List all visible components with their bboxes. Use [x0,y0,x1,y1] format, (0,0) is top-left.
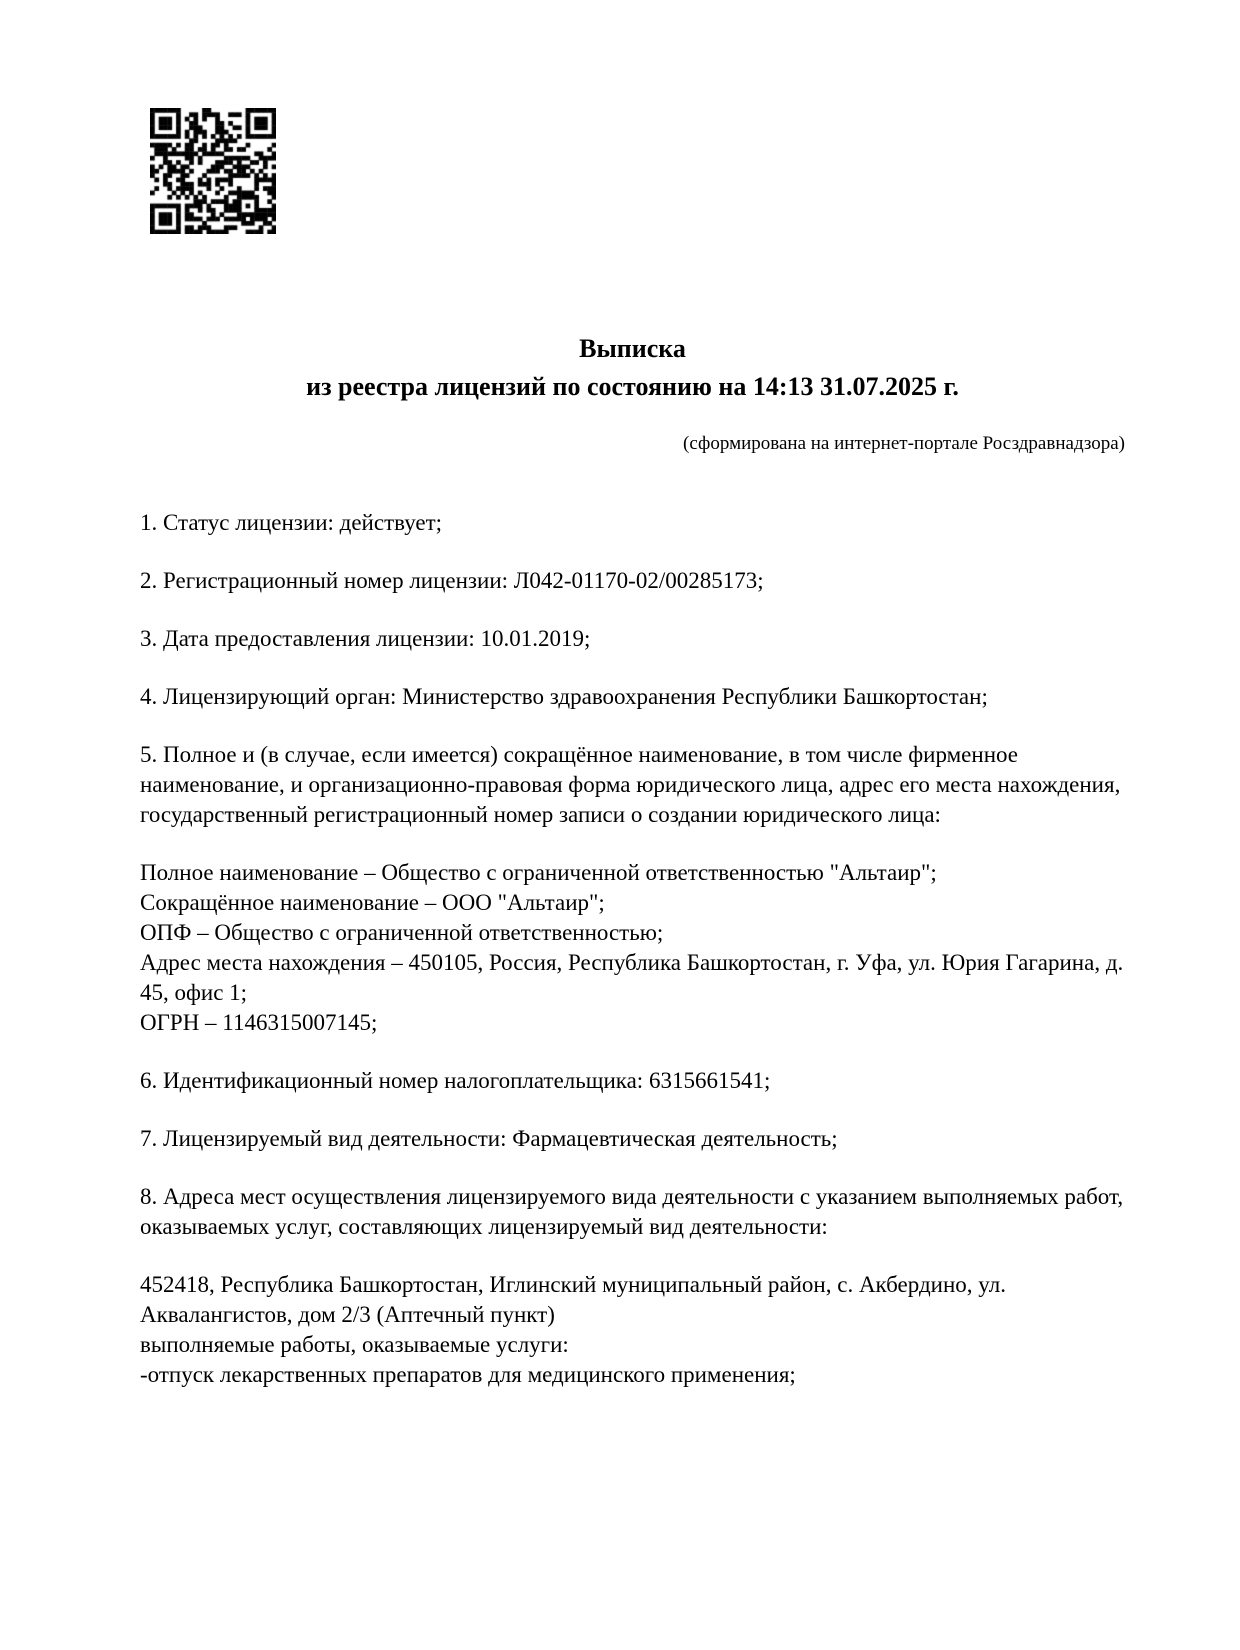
paragraph-line: 4. Лицензирующий орган: Министерство здравоохранения Республики Башкортостан; [140,684,988,709]
item-7-licensed-activity [140,1124,1125,1154]
item-8-activity-addresses-heading [140,1182,1125,1242]
paragraph-line: 8. Адреса мест осуществления лицензируемого вида деятельности с указанием выполняемых работ, оказываемых услуг, составляющих лицензируемый вид деятельности: [140,1184,1124,1239]
title-line-2: из реестра лицензий по состоянию на 14:13 31.07.2025 г. [306,372,959,401]
item-8-activity-address-details [140,1270,1125,1390]
title-line-1: Выписка [579,334,686,363]
paragraph-line: 5. Полное и (в случае, если имеется) сокращённое наименование, в том числе фирменное наименование, и организационно-правовая форма юридического лица, адрес его места нахождения, государственный регистрационный номер записи о создании юридического лица: [140,742,1121,827]
item-5-legal-entity-heading [140,740,1125,830]
item-6-taxpayer-id [140,1066,1125,1096]
document-body [140,508,1125,1390]
performed-works-label-line: выполняемые работы, оказываемые услуги: [140,1332,569,1357]
legal-address-line: Адрес места нахождения – 450105, Россия, Республика Башкортостан, г. Уфа, ул. Юрия Гагарина, д. 45, офис 1; [140,950,1124,1005]
document-subtitle: (сформирована на интернет-портале Росздравнадзора) [683,433,1125,454]
document-column [140,0,1125,1418]
paragraph-line: 6. Идентификационный номер налогоплательщика: 6315661541; [140,1068,771,1093]
paragraph-line: 7. Лицензируемый вид деятельности: Фармацевтическая деятельность; [140,1126,838,1151]
item-4-licensing-authority [140,682,1125,712]
activity-address-line: 452418, Республика Башкортостан, Иглинский муниципальный район, с. Акбердино, ул. Аквалангистов, дом 2/3 (Аптечный пункт) [140,1272,1006,1327]
paragraph-line: 3. Дата предоставления лицензии: 10.01.2019; [140,626,591,651]
short-name-line: Сокращённое наименование – ООО "Альтаир"; [140,890,605,915]
item-2-registration-number [140,566,1125,596]
item-1-license-status [140,508,1125,538]
paragraph-line: 1. Статус лицензии: действует; [140,510,443,535]
paragraph-line: 2. Регистрационный номер лицензии: Л042-01170-02/00285173; [140,568,764,593]
item-3-grant-date [140,624,1125,654]
full-name-line: Полное наименование – Общество с ограниченной ответственностью "Альтаир"; [140,860,937,885]
document-title [140,330,1125,406]
performed-works-item-line: -отпуск лекарственных препаратов для медицинского применения; [140,1362,796,1387]
item-5-legal-entity-details [140,858,1125,1038]
legal-form-line: ОПФ – Общество с ограниченной ответственностью; [140,920,664,945]
ogrn-line: ОГРН – 1146315007145; [140,1010,378,1035]
